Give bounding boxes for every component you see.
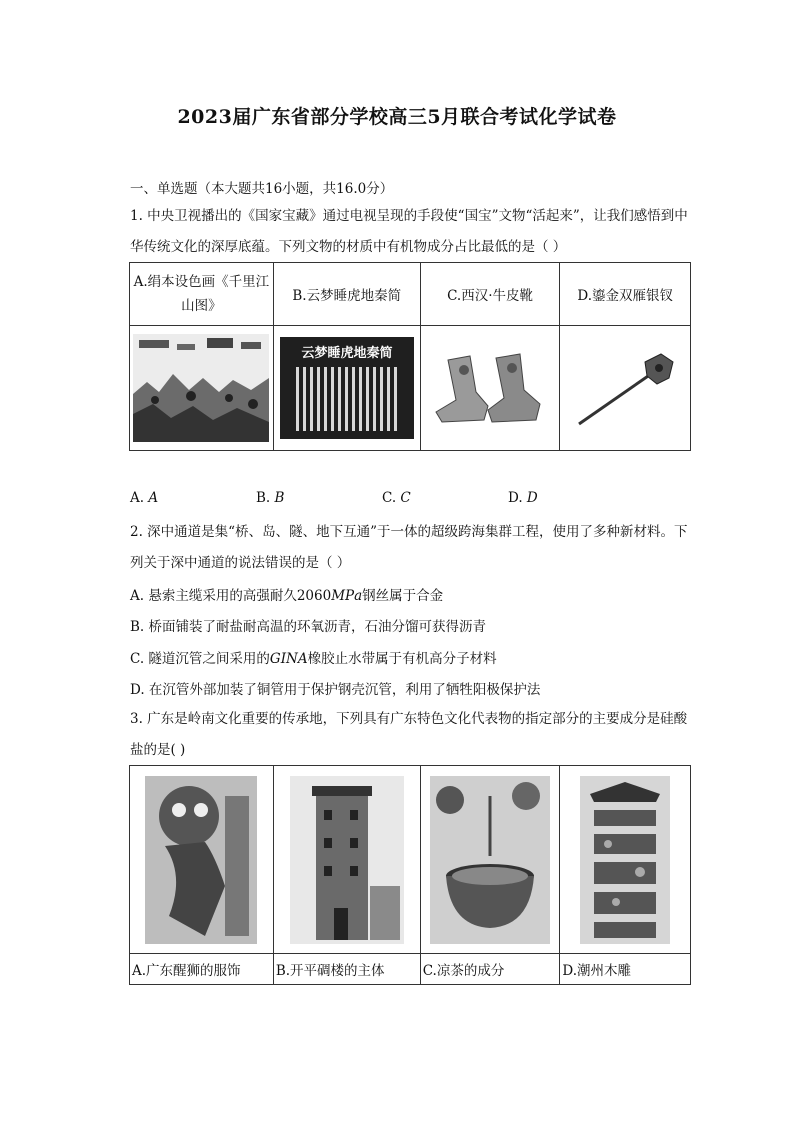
q2-option-d: D. 在沉管外部加装了铜管用于保护钢壳沉管，利用了牺牲阳极保护法 — [130, 682, 541, 698]
q3-image-c-cell — [420, 766, 560, 954]
question-3-table — [129, 765, 691, 985]
q3-caption-a: A.广东醒狮的服饰 — [130, 954, 274, 985]
page-title: 2023届广东省部分学校高三5月联合考试化学试卷 — [177, 106, 617, 128]
bamboo-slips-image — [280, 337, 414, 439]
section-heading: 一、单选题（本大题共16小题，共16.0分） — [130, 181, 394, 197]
q3-caption-d: D.潮州木雕 — [560, 954, 691, 985]
herbal-tea-image — [430, 776, 550, 944]
leather-boots-image — [426, 340, 554, 436]
q1-option-b: B. 𝐵 — [256, 490, 285, 506]
q3-image-b-cell — [273, 766, 420, 954]
q1-header-d: D.鎏金双雁银钗 — [560, 263, 691, 326]
q1-header-b: B.云梦睡虎地秦简 — [273, 263, 420, 326]
q2-option-a: A. 悬索主缆采用的高强耐久2060𝑀𝑃𝑎钢丝属于合金 — [130, 588, 444, 604]
q1-header-c: C.西汉·牛皮靴 — [420, 263, 560, 326]
chaozhou-woodcarving-image — [580, 776, 670, 944]
q1-option-c: C. 𝐶 — [382, 490, 411, 506]
q2-option-b: B. 桥面铺装了耐盐耐高温的环氧沥青，石油分馏可获得沥青 — [130, 619, 487, 635]
silver-hairpin-image — [565, 340, 685, 436]
q2-option-c: C. 隧道沉管之间采用的𝐺𝐼𝑁𝐴橡胶止水带属于有机高分子材料 — [130, 651, 497, 667]
question-1-table — [129, 262, 691, 451]
question-1-stem: 1. 中央卫视播出的《国家宝藏》通过电视呈现的手段使“国宝”文物“活起来”，让我们感悟到中华传统文化的深厚底蕴。下列文物的材质中有机物成分占比最低的是（ ） — [130, 208, 688, 255]
q1-image-a-cell — [130, 326, 274, 451]
q1-option-d: D. 𝐷 — [508, 490, 538, 506]
landscape-painting-image — [133, 334, 269, 442]
question-2-stem: 2. 深中通道是集“桥、岛、隧、地下互通”于一体的超级跨海集群工程，使用了多种新材料。下列关于深中通道的说法错误的是（ ） — [130, 524, 688, 571]
q1-image-d-cell — [560, 326, 691, 451]
q3-image-d-cell — [560, 766, 691, 954]
lion-dance-costume-image — [145, 776, 257, 944]
question-3-stem: 3. 广东是岭南文化重要的传承地，下列具有广东特色文化代表物的指定部分的主要成分是硅酸盐的是( ) — [130, 711, 688, 758]
q3-caption-c: C.凉茶的成分 — [420, 954, 560, 985]
q3-image-a-cell — [130, 766, 274, 954]
q1-header-a: A.绢本设色画《千里江山图》 — [130, 263, 274, 326]
q3-caption-b: B.开平碉楼的主体 — [273, 954, 420, 985]
q1-image-b-cell — [273, 326, 420, 451]
q1-option-a: A. 𝐴 — [130, 490, 159, 506]
q1-image-b-label: 云梦睡虎地秦简 — [301, 346, 393, 361]
q1-image-c-cell — [420, 326, 560, 451]
kaiping-diaolou-image — [290, 776, 404, 944]
